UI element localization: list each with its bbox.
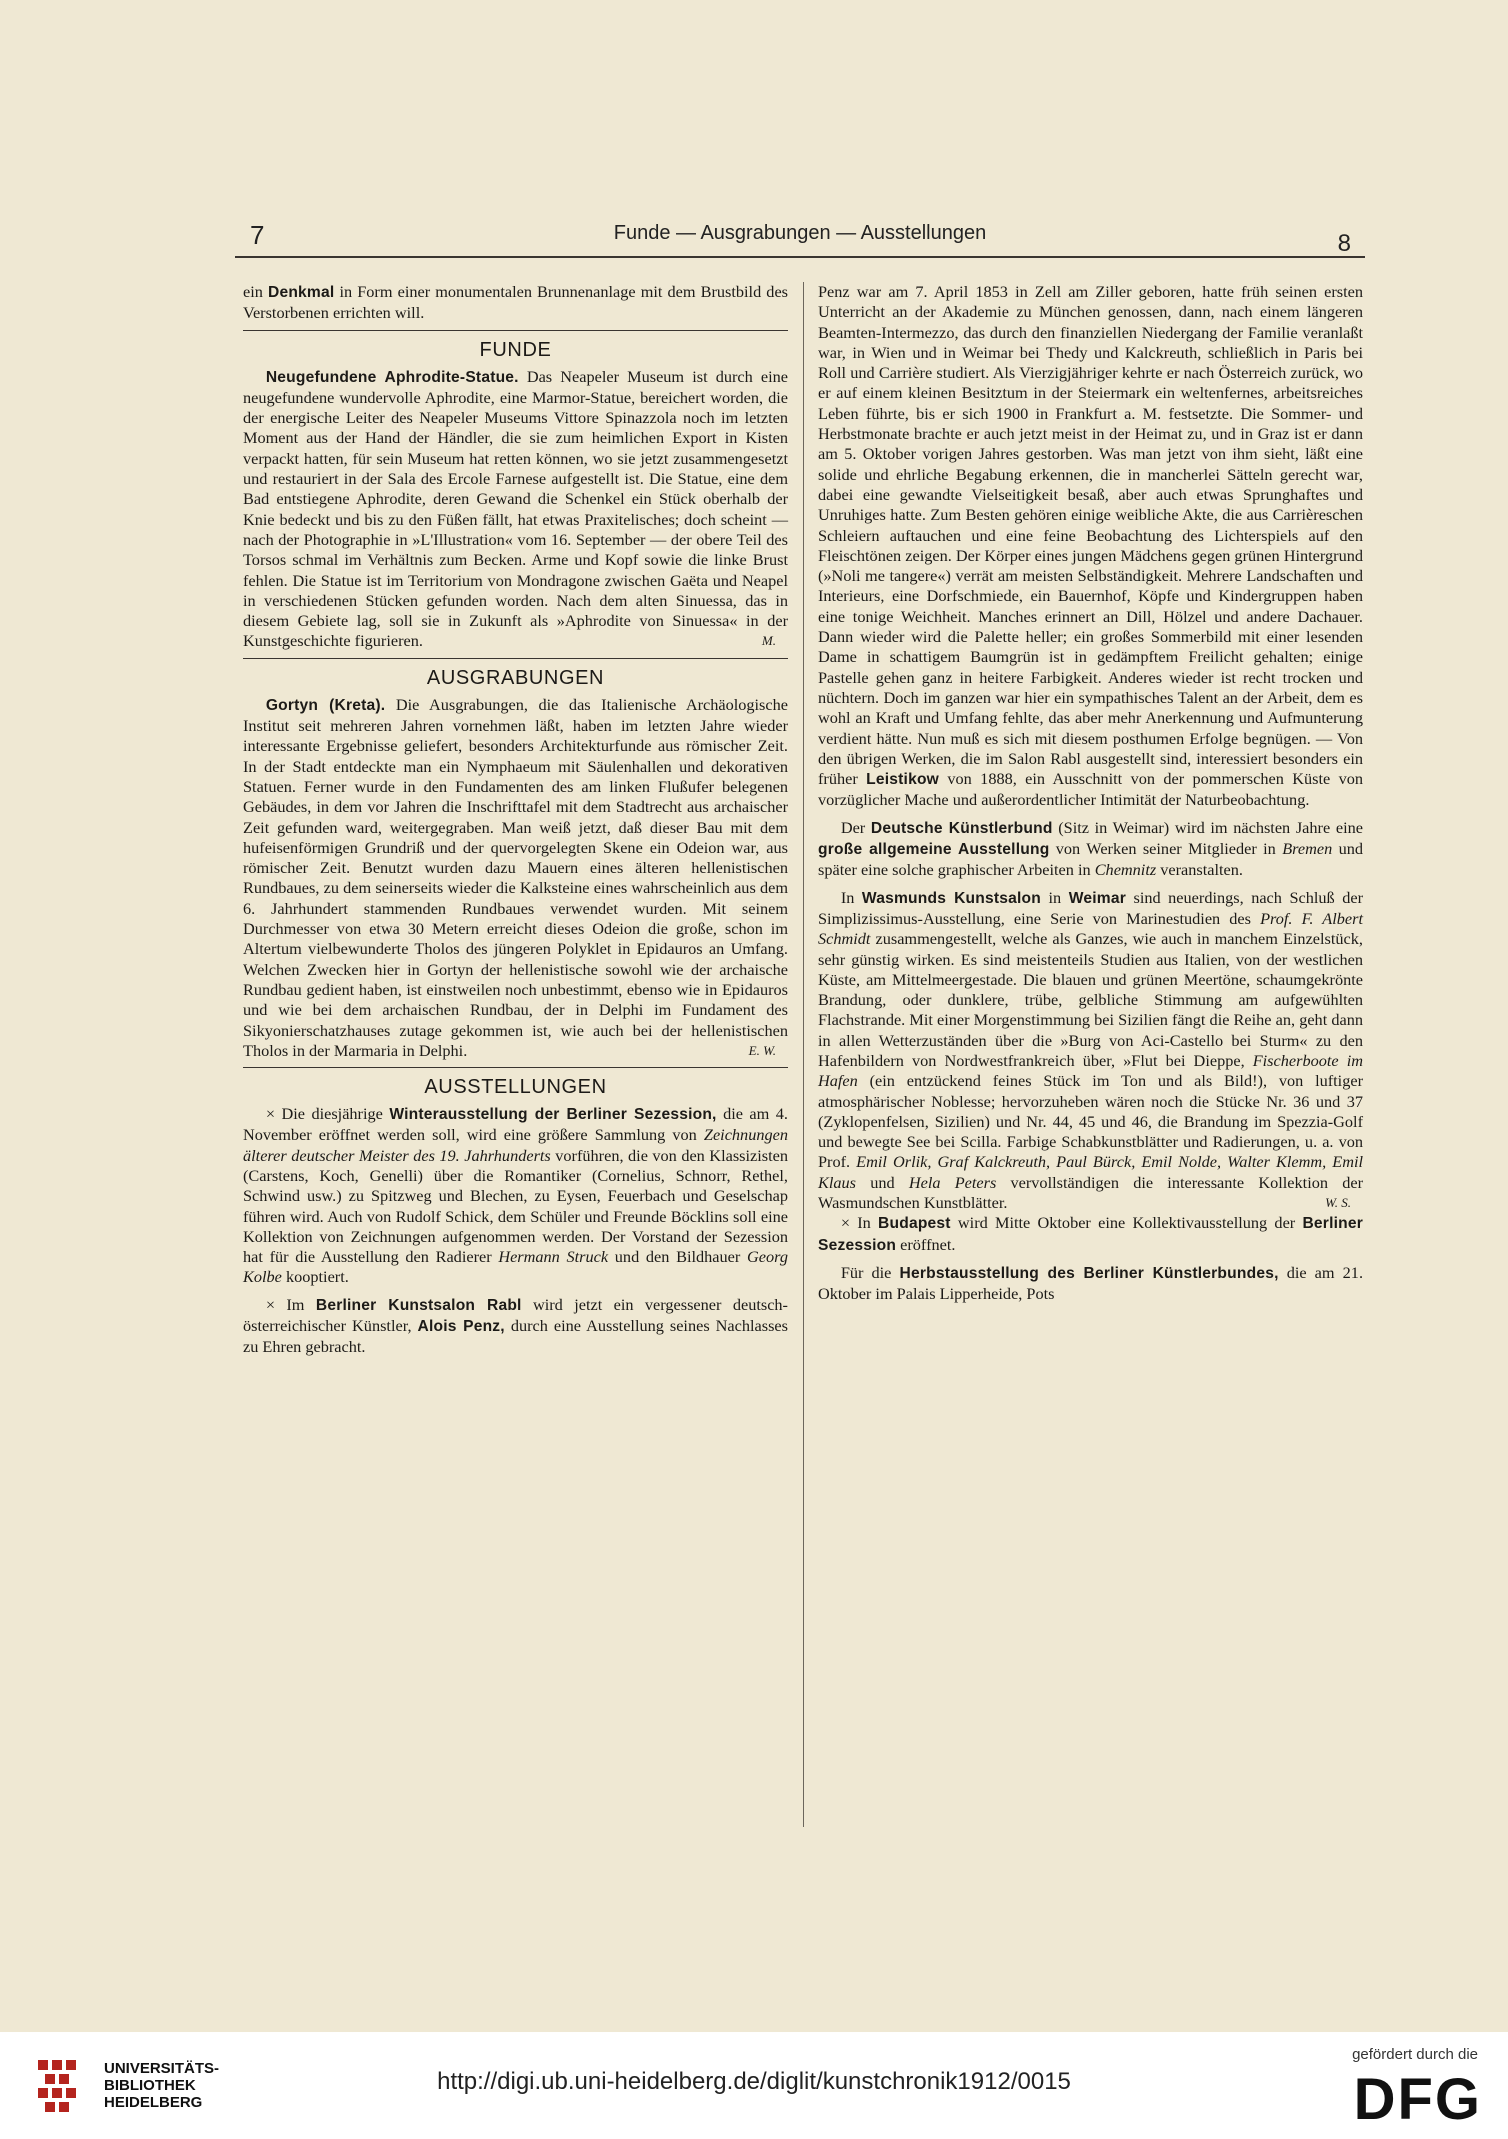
penz-paragraph: Penz war am 7. April 1853 in Zell am Ziller geboren, hatte früh seinen ersten Unterricht an der Akademie zu München genossen, dann, nach einem längeren Beamten-Intermezzo, das durch den finanziellen Niedergang der Familie veranlaßt war, in Wien und in Weimar bei Thedy und Kalckreuth, schließlich in Paris bei Roll und Carrière studiert. Als Vierzigjähriger kehrte er nach Österreich zurück, wo er auf einem kleinen Besitztum in der Steiermark ein weltenfernes, arbeitsreiches Leben führte, bis er sich 1900 in Frankfurt a. M. festsetzte. Die Sommer- und Herbstmonate brachte er auch jetzt meist in der Heimat zu, und in Graz ist er dann am 5. Oktober vorigen Jahres gestorben. Was man jetzt von ihm sieht, läßt eine solide und ehrliche Begabung erkennen, die in mancherlei Sätteln gerecht war, dabei eine gewandte Vielseitigkeit besaß, aber auch etwas Sprunghaftes und Unruhiges hatte. Zum Besten gehören einige weibliche Akte, die aus Carrièreschen Schleiern auftauchen und eine feine Beobachtung des Lichterspiels auf den Fleischtönen zeigen. Der Körper eines jungen Mädchens gegen grünen Hintergrund (»Noli me tangere«) verrät am meisten Selbständigkeit. Mehrere Landschaften und Interieurs, eine Dorfschmiede, ein Bauernhof, Köpfe und Kindergruppen haben eine tonige Weichheit. Manches erinnert an Dill, Hölzel und andere Dachauer. Dann wieder wird die Palette heller; ein großes Sommerbild mit einer lesenden Dame in schattigem Baumgrün ist in gedämpftem Freilicht gehalten; einige Pastelle gehen ganz in heitere Farbigkeit. Anderes wieder ist recht trocken und nüchtern. Doch im ganzen war hier ein sympathisches Talent an der Arbeit, dem es wohl an Kraft und Umfang fehlte, das aber mehr Anerkennung und Aufmunterung verdient hätte. Nun muß es sich mit diesem posthumen Erfolge begnügen. — Von den übrigen Werken, die im Salon Rabl ausgestellt sind, interessiert besonders ein früher Leistikow von 1888, ein Ausschnitt von der pommerschen Küste von vorzüglicher Mache und außerordentlicher Intimität der Naturbeobachtung. bbox=[818, 282, 1364, 810]
sponsor-note: gefördert durch die bbox=[1352, 2046, 1478, 2063]
ausstellungen-paragraph-2: × Im Berliner Kunstsalon Rabl wird jetzt ein vergessener deutsch-österreichischer Künstler, Alois Penz, durch eine Ausstellung seines Nachlasses zu Ehren gebracht. bbox=[243, 1294, 788, 1357]
section-heading-funde: FUNDE bbox=[479, 338, 552, 361]
kuenstlerbund-paragraph: Der Deutsche Künstlerbund (Sitz in Weimar) wird im nächsten Jahre eine große allgemeine Ausstellung von Werken seiner Mitglieder in Bremen und später eine solche graphischer Arbeiten in Chemnitz veranstalten. bbox=[818, 817, 1363, 880]
author-signature: M. bbox=[761, 633, 776, 649]
intro-paragraph: ein Denkmal in Form einer monumentalen Brunnenanlage mit dem Brustbild des Verstorbenen errichten will. bbox=[243, 282, 789, 323]
author-signature: E. W. bbox=[748, 1042, 776, 1058]
section-heading-ausgrabungen: AUSGRABUNGEN bbox=[426, 666, 605, 689]
section-rule bbox=[243, 1067, 788, 1068]
herbstausstellung-paragraph: Für die Herbstausstellung des Berliner Künstlerbundes, die am 21. Oktober im Palais Lipperheide, Pots bbox=[818, 1262, 1364, 1304]
author-signature: W. S. bbox=[1325, 1195, 1351, 1211]
running-title: Funde — Ausgrabungen — Ausstellungen bbox=[613, 222, 987, 244]
running-header bbox=[235, 218, 1365, 258]
library-name[interactable]: UNIVERSITÄTS- BIBLIOTHEK HEIDELBERG bbox=[104, 2060, 220, 2111]
page-number-right: 8 bbox=[1337, 230, 1351, 257]
section-rule bbox=[243, 658, 788, 659]
section-rule bbox=[243, 330, 788, 331]
left-column bbox=[243, 282, 788, 1358]
wasmund-paragraph: In Wasmunds Kunstsalon in Weimar sind neuerdings, nach Schluß der Simplizissimus-Ausstellung, eine Serie von Marinestudien des Prof. F. Albert Schmidt zusammengestellt, welche als Ganzes, wie auch in manchem Einzelstück, sehr günstig wirken. Es sind meistenteils Studien aus Italien, von der westlichen Küste, am Mittelmeergestade. Die blauen und grünen Meertöne, schaumgekrönte Brandung, oder dunklere, trübe, gelbliche Stimmung am aufgewühlten Flachstrande. Mit einer Morgenstimmung bei Sizilien fängt die Reihe an, geht dann in allen Wetterzuständen über die »Burg von Aci-Castello bei Sturm« zu den Hafenbildern von Nordwestfrankreich über, »Flut bei Dieppe, Fischerboote im Hafen (ein entzückend feines Stück im Ton und als Bild!), von luftiger atmosphärischer Noblesse; hervorzuheben wären noch die Stücke Nr. 36 und 37 (Zyklopenfelsen, Sizilien) und Nr. 44, 45 und 46, die Brandung im Spezzia-Golf und bewegte See bei Scilla. Farbige Schabkunstblätter und Radierungen, u. a. von Prof. Emil Orlik, Graf Kalckreuth, Paul Bürck, Emil Nolde, Walter Klemm, Emil Klaus und Hela Peters vervollständigen die interessante Kollektion der Wasmundschen Kunstblätter. W. S. bbox=[818, 887, 1363, 1213]
funde-paragraph: Neugefundene Aphrodite-Statue. Das Neapeler Museum ist durch eine neugefundene wundervolle Aphrodite, eine Marmor-Statue, bereichert worden, die der energische Leiter des Neapeler Museums Vittore Spinazzola noch im letzten Moment aus der Hand der Händler, die sie zum heimlichen Export in Kisten verpackt hatten, für sein Museum hat retten können, wo sie jetzt zusammengesetzt und restauriert in der Sala des Ercole Farnese aufgestellt ist. Die Statue, eine dem Bad entstiegene Aphrodite, deren Gewand die Schenkel ein Stück oberhalb der Knie bedeckt und bis zu den Füßen fällt, hat etwas Praxitelisches; doch scheint — nach der Photographie in »L'Illustration« vom 16. September — der obere Teil des Torsos schmal im Verhältnis zum Becken. Arme und Kopf sowie die linke Brust fehlen. Die Statue ist im Territorium von Mondragone zwischen Gaëta und Neapel in verschiedenen Stücken gefunden worden. Nach dem alten Sinuessa, das in diesem Gebiete lag, soll sie in Zukunft als »Aphrodite von Sinuessa« in der Kunstgeschichte figurieren. M. bbox=[243, 366, 788, 651]
section-heading-ausstellungen: AUSSTELLUNGEN bbox=[424, 1076, 607, 1099]
viewer-footer bbox=[0, 2032, 1508, 2139]
ausgrabungen-paragraph: Gortyn (Kreta). Die Ausgrabungen, die das Italienische Archäologische Institut seit mehreren Jahren vornehmen läßt, haben im letzten Jahre wieder interessante Ergebnisse geliefert, besonders Architekturfunde aus römischer Zeit. In der Stadt entdeckte man ein Nymphaeum mit Säulenhallen und dekorativen Statuen. Ferner wurde in den Fundamenten des am linken Flußufer belegenen Gebäudes, in dem vor Jahren die Inschrifttafel mit dem Stadtrecht aus archaischer Zeit gefunden ward, weitergegraben. Man weiß jetzt, daß dieser Bau mit dem hufeisenförmigen Grundriß und der quervorgelegten Skene ein Odeion war, aus römischer Zeit. Benutzt wurden dazu Mauern eines älteren hellenistischen Rundbaues, zu dem seinerseits wieder die Kalksteine eines wahrscheinlich aus dem 6. Jahrhundert stammenden Rundbaues verwendet wurden. Mit seinem Durchmesser von etwa 30 Metern erreicht dieses Odeion die große, schon im Altertum vielbewunderte Tholos des jüngeren Polyklet in Epidauros an Umfang. Welchen Zwecken hier in Gortyn der hellenistische sowohl wie der archaische Rundbau gedient haben, ist einstweilen noch unbestimmt, ebenso wie in Epidauros und wie bei dem archaischen Rundbau, der in Delphi im Fundament des Sikyonierschatzhauses zutage gekommen ist, wie auch bei der hellenistischen Tholos in der Marmaria in Delphi. E. W. bbox=[243, 694, 788, 1060]
column-divider bbox=[803, 282, 804, 1827]
ausstellungen-paragraph-1: × Die diesjährige Winterausstellung der Berliner Sezession, die am 4. November eröffnet werden soll, wird eine größere Sammlung von Zeichnungen älterer deutscher Meister des 19. Jahrhunderts vorführen, die von den Klassizisten (Carstens, Koch, Genelli) über die Romantiker (Cornelius, Schnorr, Rethel, Schwind usw.) zu Spitzweg und Blechen, zu Eysen, Feuerbach und Geselschap führen wird. Auch von Rudolf Schick, dem Schüler und Freunde Böcklins soll eine Kollektion von Zeichnungen aufgenommen werden. Der Vorstand der Sezession hat für die Ausstellung den Radierer Hermann Struck und den Bildhauer Georg Kolbe kooptiert. bbox=[243, 1104, 788, 1287]
budapest-paragraph: × In Budapest wird Mitte Oktober eine Kollektivausstellung der Berliner Sezession eröffnet. bbox=[818, 1213, 1364, 1254]
page-number-left: 7 bbox=[250, 220, 265, 250]
permalink-url[interactable]: http://digi.ub.uni-heidelberg.de/diglit/kunstchronik1912/0015 bbox=[437, 2068, 1071, 2095]
right-column bbox=[818, 282, 1363, 1305]
dfg-logo[interactable]: DFG bbox=[1353, 2067, 1482, 2132]
